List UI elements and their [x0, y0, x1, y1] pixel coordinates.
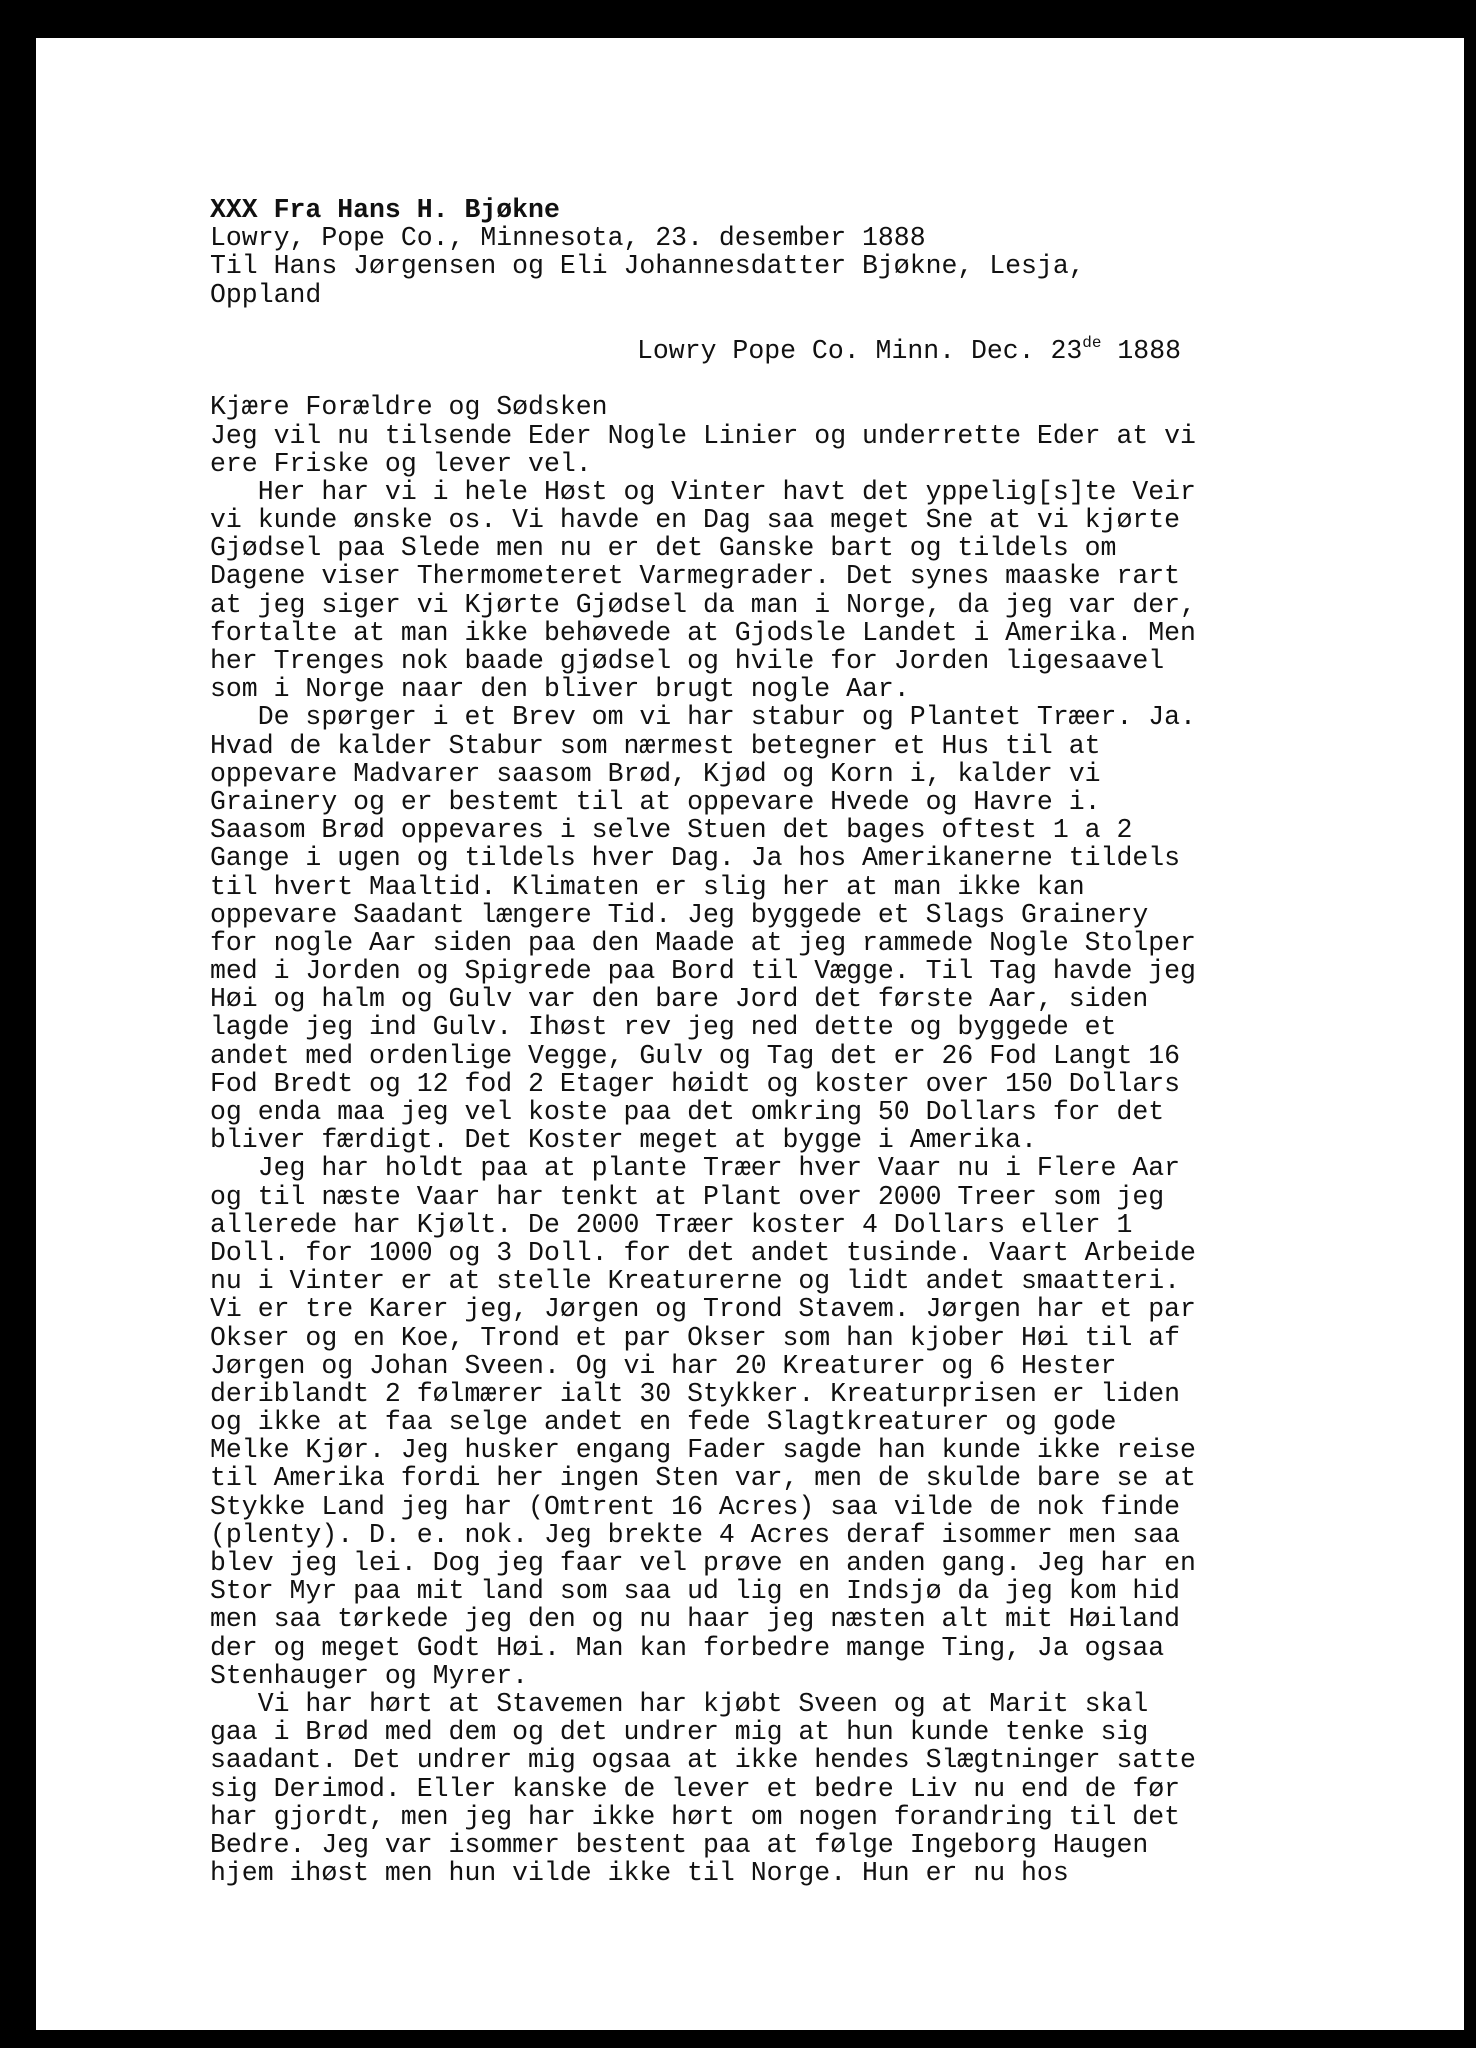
letter-line: Vi har hørt at Stavemen har kjøbt Sveen og at Marit skal [210, 1688, 1149, 1719]
letter-line: og ikke at faa selge andet en fede Slagtkreaturer og gode [210, 1407, 1117, 1438]
letter-line: Stenhauger og Myrer. [210, 1660, 529, 1691]
letter-line: Stor Myr paa mit land som saa ud lig en Indsjø da jeg kom hid [210, 1576, 1181, 1607]
letter-body [210, 393, 1340, 1887]
recipient-line: Til Hans Jørgensen og Eli Johannesdatter Bjøkne, Lesja, [210, 251, 1085, 282]
letter-line: og enda maa jeg vel koste paa det omkring 50 Dollars for det [210, 1097, 1165, 1127]
letter-line: deriblandt 2 følmærer ialt 30 Stykker. Kreaturprisen er liden [210, 1378, 1181, 1409]
letter-line: Okser og en Koe, Trond et par Okser som han kjober Høi til af [210, 1322, 1181, 1353]
spacer [210, 365, 1340, 393]
dateline-superscript: de [1082, 333, 1102, 352]
letter-line: Vi er tre Karer jeg, Jørgen og Trond Stavem. Jørgen har et par [210, 1294, 1196, 1325]
dateline-year: 1888 [1101, 335, 1181, 366]
letter-line: Saasom Brød oppevares i selve Stuen det bages oftest 1 a 2 [210, 815, 1133, 846]
letter-line: men saa tørkede jeg den og nu haar jeg næsten alt mit Høiland [210, 1604, 1181, 1635]
place-date-line: Lowry, Pope Co., Minnesota, 23. desember 1888 [210, 223, 926, 254]
letter-line: Her har vi i hele Høst og Vinter havt det yppelig[s]te Veir [210, 476, 1196, 507]
letter-line: ere Friske og lever vel. [210, 448, 592, 479]
letter-line: blev jeg lei. Dog jeg faar vel prøve en anden gang. Jeg har en [210, 1548, 1196, 1578]
letter-line: Høi og halm og Gulv var den bare Jord det første Aar, siden [210, 984, 1149, 1015]
letter-line: sig Derimod. Eller kanske de lever et bedre Liv nu end de før [210, 1773, 1181, 1804]
letter-line: Grainery og er bestemt til at oppevare Hvede og Havre i. [210, 786, 1101, 817]
letter-line: andet med ordenlige Vegge, Gulv og Tag det er 26 Fod Langt 16 [210, 1040, 1181, 1071]
letter-line: vi kunde ønske os. Vi havde en Dag saa meget Sne at vi kjørte [210, 505, 1181, 536]
letter-line: allerede har Kjølt. De 2000 Træer koster 4 Dollars eller 1 [210, 1209, 1133, 1240]
letter-line: Fod Bredt og 12 fod 2 Etager høidt og koster over 150 Dollars [210, 1068, 1181, 1099]
letter-transcription [210, 196, 1340, 1887]
letter-line: Dagene viser Thermometeret Varmegrader. Det synes maaske rart [210, 561, 1181, 592]
letter-line: Jørgen og Johan Sveen. Og vi har 20 Kreaturer og 6 Hester [210, 1350, 1117, 1381]
letter-line: oppevare Madvarer saasom Brød, Kjød og Korn i, kalder vi [210, 758, 1101, 789]
letter-line: der og meget Godt Høi. Man kan forbedre mange Ting, Ja ogsaa [210, 1632, 1165, 1663]
letter-line: for nogle Aar siden paa den Maade at jeg rammede Nogle Stolper [210, 927, 1196, 958]
letter-line: Doll. for 1000 og 3 Doll. for det andet tusinde. Vaart Arbeide [210, 1237, 1196, 1268]
letter-line: Melke Kjør. Jeg husker engang Fader sagde han kunde ikke reise [210, 1435, 1196, 1466]
letter-line: Bedre. Jeg var isommer bestent paa at følge Ingeborg Haugen [210, 1829, 1149, 1860]
letter-line: gaa i Brød med dem og det undrer mig at hun kunde tenke sig [210, 1717, 1149, 1748]
spacer [210, 309, 1340, 337]
document-title: XXX Fra Hans H. Bjøkne [210, 195, 560, 225]
letter-line: til hvert Maaltid. Klimaten er slig her at man ikke kan [210, 871, 1085, 902]
recipient-line-continued: Oppland [210, 279, 322, 310]
letter-line: Kjære Forældre og Sødsken [210, 392, 608, 423]
letter-line: og til næste Vaar har tenkt at Plant over 2000 Treer som jeg [210, 1181, 1165, 1212]
document-page [36, 38, 1464, 2030]
letter-line: Gange i ugen og tildels hver Dag. Ja hos Amerikanerne tildels [210, 843, 1181, 874]
letter-line: hjem ihøst men hun vilde ikke til Norge. Hun er nu hos [210, 1858, 1069, 1889]
dateline-text: Lowry Pope Co. Minn. Dec. 23 [637, 335, 1083, 366]
letter-line: Hvad de kalder Stabur som nærmest betegner et Hus til at [210, 730, 1101, 761]
letter-line: med i Jorden og Spigrede paa Bord til Vægge. Til Tag havde jeg [210, 956, 1196, 987]
letter-dateline [210, 333, 1340, 366]
letter-line: saadant. Det undrer mig ogsaa at ikke hendes Slægtninger satte [210, 1745, 1196, 1776]
letter-line: at jeg siger vi Kjørte Gjødsel da man i Norge, da jeg var der, [210, 589, 1196, 620]
letter-line: fortalte at man ikke behøvede at Gjodsle Landet i Amerika. Men [210, 617, 1196, 648]
letter-line: her Trenges nok baade gjødsel og hvile for Jorden ligesaavel [210, 646, 1165, 676]
letter-line: Stykke Land jeg har (Omtrent 16 Acres) saa vilde de nok finde [210, 1491, 1181, 1522]
letter-line: De spørger i et Brev om vi har stabur og Plantet Træer. Ja. [210, 702, 1196, 733]
letter-line: til Amerika fordi her ingen Sten var, men de skulde bare se at [210, 1463, 1196, 1494]
letter-line: har gjordt, men jeg har ikke hørt om nogen forandring til det [210, 1801, 1181, 1832]
letter-line: (plenty). D. e. nok. Jeg brekte 4 Acres deraf isommer men saa [210, 1519, 1181, 1550]
letter-line: som i Norge naar den bliver brugt nogle Aar. [210, 674, 910, 705]
letter-line: oppevare Saadant længere Tid. Jeg byggede et Slags Grainery [210, 899, 1149, 930]
letter-line: nu i Vinter er at stelle Kreaturerne og lidt andet smaatteri. [210, 1266, 1181, 1297]
letter-line: Gjødsel paa Slede men nu er det Ganske bart og tildels om [210, 533, 1117, 564]
letter-line: lagde jeg ind Gulv. Ihøst rev jeg ned dette og byggede et [210, 1012, 1117, 1043]
letter-line: Jeg har holdt paa at plante Træer hver Vaar nu i Flere Aar [210, 1153, 1181, 1184]
letter-line: Jeg vil nu tilsende Eder Nogle Linier og underrette Eder at vi [210, 420, 1196, 451]
letter-line: bliver færdigt. Det Koster meget at bygge i Amerika. [210, 1125, 1037, 1156]
